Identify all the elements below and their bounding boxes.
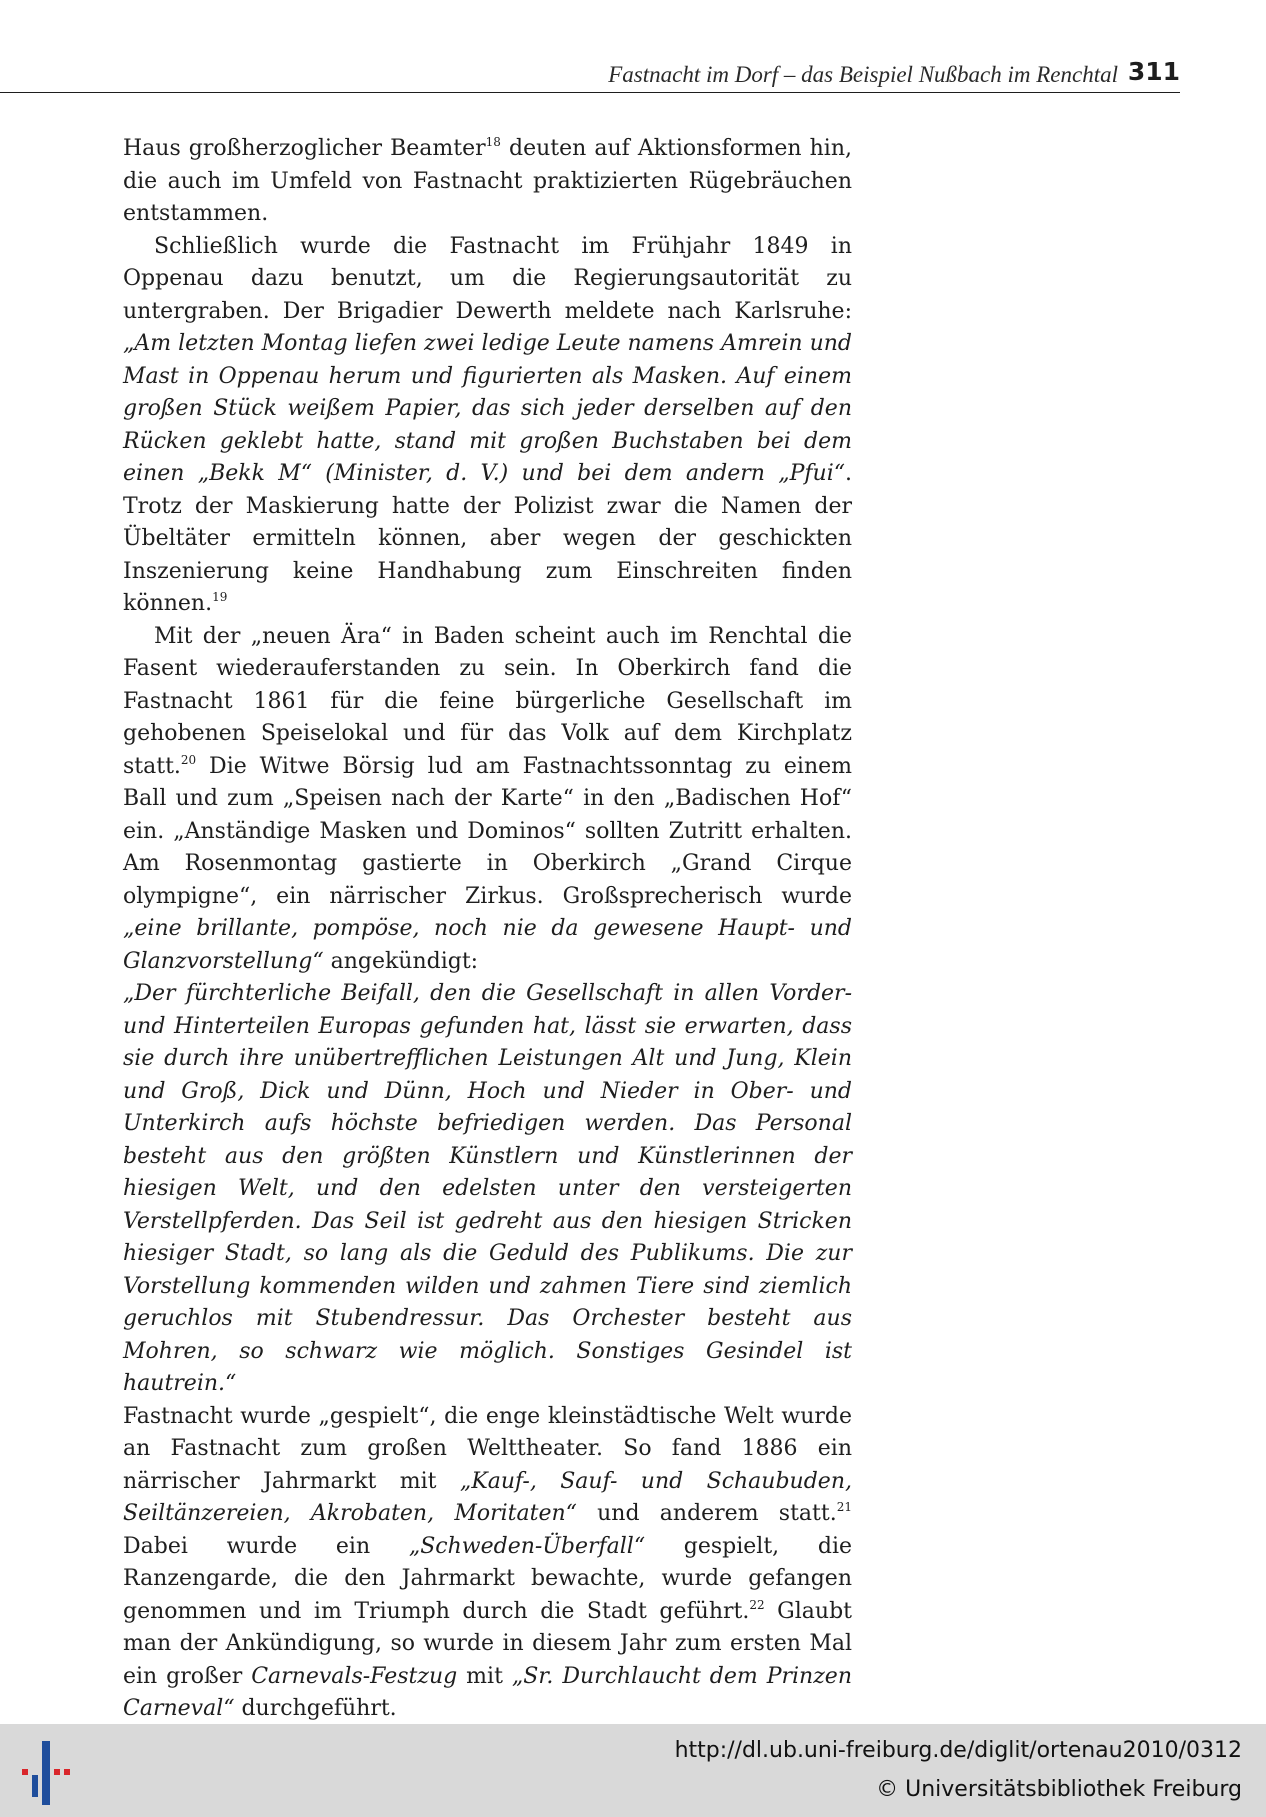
main-text [123,133,852,1726]
block-quote: „Der fürchterliche Beifall, den die Gesellschaft in allen Vorder- und Hinterteilen Europas gefunden hat, lässt sie erwarten, dass sie durch ihre unübertrefflichen Leistungen Alt und Jung, Klein und Groß, Dick und Dünn, Hoch und Nieder in Ober- und Unterkirch aufs höchste befriedigen werden. Das Personal besteht aus den größten Künstlern und Künstlerinnen der hiesigen Welt, und den edelsten unter den versteigerten Verstellpferden. Das Seil ist gedreht aus den hiesigen Stricken hiesiger Stadt, so lang als die Geduld des Publikums. Die zur Vorstellung kommenden wilden und zahmen Tiere sind ziemlich geruchlos mit Stubendressur. Das Orchester besteht aus Mohren, so schwarz wie möglich. Sonstiges Gesindel ist hautrein.“ [123,981,852,1396]
paragraph-4: Fastnacht wurde „gespielt“, die enge kleinstädtische Welt wurde an Fastnacht zum großen Welttheater. So fand 1886 ein närrischer Jahrmarkt mit „Kauf-, Sauf- und Schaubuden, Seiltänzereien, Akrobaten, Moritaten“ und anderem statt.$^{21}$ Dabei wurde ein „Schweden-Überfall“ gespielt, die Ranzengarde, die den Jahrmarkt bewachte, wurde gefangen genommen und im Triumph durch die Stadt geführt.$^{22}$ Glaubt man der Ankündigung, so wurde in diesem Jahr zum ersten Mal ein großer Carnevals-Festzug mit „Sr. Durchlaucht dem Prinzen Carneval“ durchgeführt. [123,1403,853,1721]
footnote-ref-21[interactable]: 21 [836,1500,853,1514]
source-url-link[interactable]: http://dl.ub.uni-freiburg.de/diglit/ortenau2010/0312 [674,1738,1242,1763]
footnote-ref-19[interactable]: 19 [212,590,228,604]
running-header [0,56,1180,93]
footnote-ref-18[interactable]: 18 [485,135,501,149]
running-title: Fastnacht im Dorf – das Beispiel Nußbach im Renchtal [608,62,1118,87]
page-number: 311 [1127,57,1180,86]
paragraph-3: Mit der „neuen Ära“ in Baden scheint auch im Renchtal die Fasent wiederauferstanden zu sein. In Oberkirch fand die Fastnacht 1861 für die feine bürgerliche Gesellschaft im gehobenen Speiselokal und für das Volk auf dem Kirchplatz statt.$^{20}$ Die Witwe Börsig lud am Fastnachtssonntag zu einem Ball und zum „Speisen nach der Karte“ in den „Badischen Hof“ ein. „Anständige Masken und Dominos“ sollten Zutritt erhalten. Am Rosenmontag gastierte in Oberkirch „Grand Cirque olympigne“, ein närrischer Zirkus. Großsprecherisch wurde „eine brillante, pompöse, noch nie da gewesene Haupt- und Glanzvorstellung“ angekündigt: [123,623,852,974]
footnote-ref-20[interactable]: 20 [180,752,197,767]
dewerth-quote: „Am letzten Montag liefen zwei ledige Leute namens Amrein und Mast in Oppenau herum und figurierten als Masken. Auf einem großen Stück weißem Papier, das sich jeder derselben auf den Rücken geklebt hatte, stand mit großen Buchstaben bei dem einen „Bekk M“ (Minister, d. V.) und bei dem andern „Pfui“ [123,331,852,486]
footnote-ref-22[interactable]: 22 [749,1597,765,1612]
paragraph-1: Haus großherzoglicher Beamter$^{18}$ deuten auf Aktionsformen hin, die auch im Umfeld von Fastnacht praktizierten Rügebräuchen entstammen. [123,135,852,226]
copyright-notice: © Universitätsbibliothek Freiburg [876,1777,1242,1802]
footer-bar [0,1724,1266,1817]
ub-freiburg-logo-icon [14,1741,78,1805]
paragraph-2: Schließlich wurde die Fastnacht im Frühjahr 1849 in Oppenau dazu benutzt, um die Regierungsautorität zu untergraben. Der Brigadier Dewerth meldete nach Karlsruhe: „Am letzten Montag liefen zwei ledige Leute namens Amrein und Mast in Oppenau herum und figurierten als Masken. Auf einem großen Stück weißem Papier, das sich jeder derselben auf den Rücken geklebt hatte, stand mit großen Buchstaben bei dem einen „Bekk M“ (Minister, d. V.) und bei dem andern „Pfui“. Trotz der Maskierung hatte der Polizist zwar die Namen der Übeltäter ermitteln können, aber wegen der geschickten Inszenierung keine Handhabung zum Einschreiten finden können.$^{19}$ [123,233,852,616]
